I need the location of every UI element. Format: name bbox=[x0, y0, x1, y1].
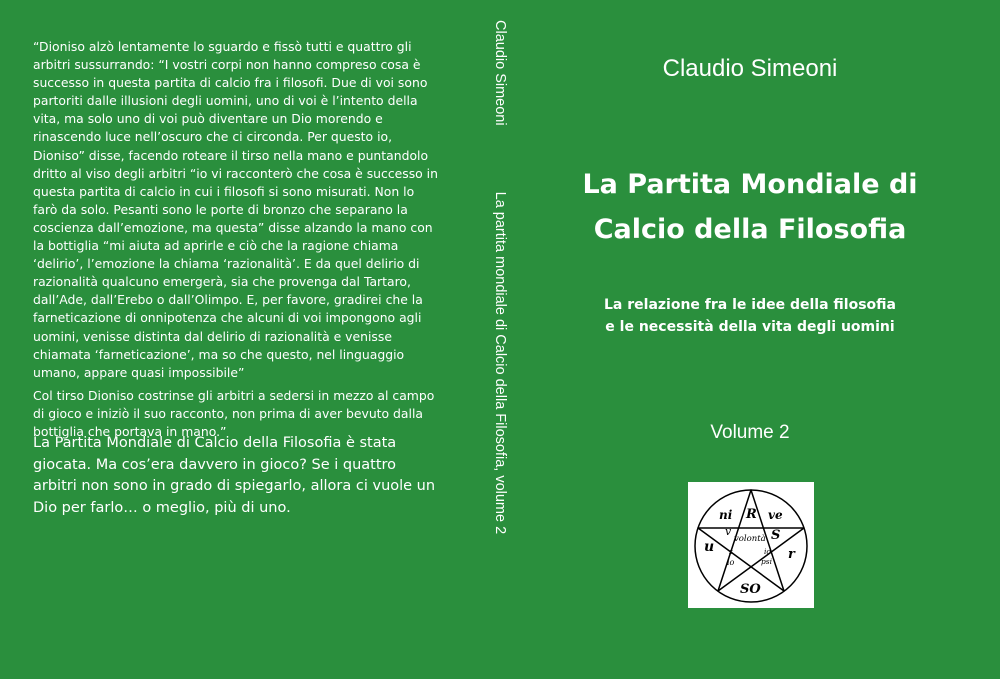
emblem-letter-R: R bbox=[746, 507, 757, 522]
spine-author: Claudio Simeoni bbox=[492, 20, 508, 126]
emblem-letter-r: r bbox=[788, 547, 795, 562]
emblem-letter-S: S bbox=[771, 528, 781, 543]
pentagram-icon bbox=[688, 482, 814, 608]
emblem-letter-io-right: io bbox=[764, 547, 771, 556]
book-title-line-1: La Partita Mondiale di bbox=[582, 169, 918, 200]
book-subtitle-line-2: e le necessità della vita degli uomini bbox=[605, 319, 895, 335]
volume-label: Volume 2 bbox=[710, 422, 790, 443]
emblem-letter-ve: ve bbox=[768, 508, 783, 522]
emblem-letter-s: s bbox=[729, 547, 733, 556]
emblem-letter-ni: ni bbox=[719, 508, 733, 522]
emblem-letter-u: u bbox=[704, 539, 715, 555]
book-title bbox=[555, 162, 945, 252]
emblem-word-volonta: volontà bbox=[734, 534, 766, 544]
emblem-letter-v: v bbox=[725, 525, 732, 538]
emblem-letter-io-left: io bbox=[727, 558, 735, 567]
back-cover-excerpt bbox=[33, 38, 441, 446]
emblem-letter-psi: psi bbox=[761, 557, 773, 566]
book-title-line-2: Calcio della Filosofia bbox=[593, 214, 907, 245]
spine-title: La partita mondiale di Calcio della Filosofia, volume 2 bbox=[492, 191, 508, 535]
book-subtitle bbox=[555, 294, 945, 338]
emblem-letter-SO: SO bbox=[740, 582, 761, 597]
excerpt-paragraph-2: Col tirso Dioniso costrinse gli arbitri a sedersi in mezzo al campo di gioco e iniziò il suo racconto, non prima di aver bevuto dalla bottiglia che portava in mano.” bbox=[33, 387, 435, 439]
back-cover-tagline: La Partita Mondiale di Calcio della Filosofia è stata giocata. Ma cos’era davvero in gioco? Se i quattro arbitri non sono in grado di spiegarlo, allora ci vuole un Dio per farlo… o meglio, più di uno. bbox=[33, 435, 436, 516]
spine bbox=[480, 20, 520, 580]
pentagram-emblem bbox=[688, 482, 814, 608]
front-author: Claudio Simeoni bbox=[662, 55, 838, 82]
excerpt-paragraph-1: “Dioniso alzò lentamente lo sguardo e fissò tutti e quattro gli arbitri sussurrando: “I vostri corpi non hanno compreso cosa è successo in questa partita di calcio fra i filosofi. Due di voi sono partoriti dalle illusioni degli uomini, uno di voi è l’intento della vita, ma solo uno di voi può diventare un Dio morendo e rinascendo luce nell’oscuro che ci circonda. Per questo io, Dioniso” disse, facendo roteare il tirso nella mano e puntandolo dritto al viso degli arbitri “io vi racconterò che cosa è successo in questa partita di calcio in cui i filosofi si sono misurati. Non lo farò da solo. Pesanti sono le porte di bronzo che separano la coscienza dall’emozione, ma questa” disse alzando la mano con la bottiglia “mi aiuta ad aprirle e ciò che la ragione chiama ‘delirio’, l’emozione la chiama ‘razionalità’. E da quel delirio di razionalità qualcuno emergerà, sia che provenga dal Tartaro, dall’Ade, dall’Erebo o dall’Olimpo. E, per favore, gradirei che la farneticazione di onnipotenza che alcuni di voi impongono agli uomini, venisse distinta dal delirio di razionalità e venisse chiamata ‘farneticazione’, ma so che questo, nel linguaggio umano, appare quasi impossibile” bbox=[33, 39, 438, 380]
book-subtitle-line-1: La relazione fra le idee della filosofia bbox=[604, 297, 896, 313]
